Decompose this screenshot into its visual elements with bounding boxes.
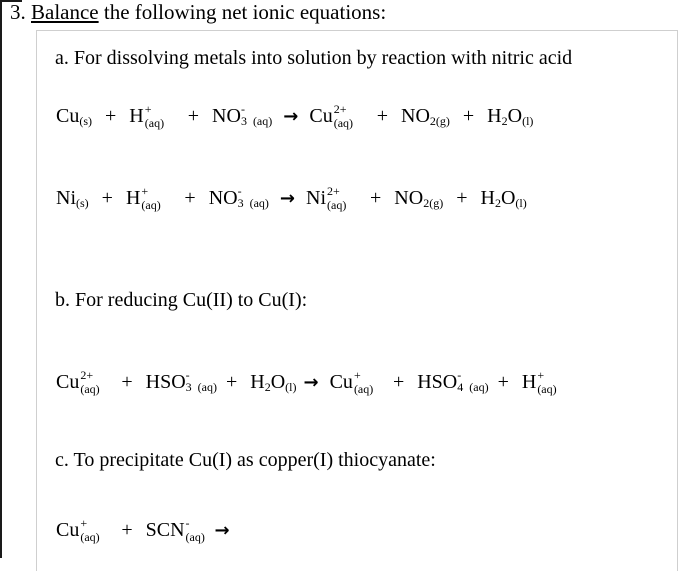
equation-a2 [56,186,527,212]
reaction-arrow: → [214,520,230,541]
page-left-edge [0,0,2,558]
question-heading [10,0,386,24]
plus-sign: + [101,187,113,209]
species-h-plus-aq: H + (aq) [125,184,161,213]
plus-sign: + [497,371,509,393]
species-h2o-l: $H_2O_{(l)}$ [487,105,534,128]
equation-a1 [56,104,533,130]
part-c-label: c. To precipitate Cu(I) as copper(I) thiocyanate: [55,449,436,471]
species-ni-s: $Ni_{(s)}$ [56,187,89,210]
question-title-rest: the following net ionic equations: [98,0,387,24]
species-cu-plus-aq: Cu + (aq) [329,368,374,397]
species-h2o-l: $H_2O_{(l)}$ [480,187,527,210]
reaction-arrow: → [279,188,296,209]
species-cu-s: $Cu_{(s)}$ [56,105,93,128]
species-no2-g: $NO_{2(g)}$ [400,105,450,128]
part-b-label: b. For reducing Cu(II) to Cu(I): [55,289,308,311]
species-h-plus-aq: H + (aq) [129,102,165,131]
species-hso4-minus-aq: $HSO_4$ - (aq) [417,368,489,394]
species-h2o-l: $H_2O_{(l)}$ [250,371,297,394]
species-hso3-minus-aq: $HSO_3$ - (aq) [145,368,217,394]
plus-sign: + [370,187,382,209]
species-ni-2plus-aq: Ni 2+ (aq) [306,184,347,213]
question-number: 3. [10,0,26,24]
species-cu-plus-aq: Cu + (aq) [56,516,100,545]
plus-sign: + [187,105,200,127]
part-a-label: a. For dissolving metals into solution by reaction with nitric acid [55,47,573,69]
species-cu-2plus-aq: Cu 2+ (aq) [309,102,354,131]
plus-sign: + [462,105,475,127]
species-h-plus-aq: H + (aq) [521,368,557,397]
species-no3-minus-aq: $NO_3$ - (aq) [212,102,273,128]
plus-sign: + [184,187,196,209]
plus-sign: + [105,105,117,127]
species-cu-2plus-aq: Cu 2+ (aq) [56,368,100,397]
equation-c [56,518,236,544]
reaction-arrow: → [303,372,319,393]
plus-sign: + [121,371,133,393]
plus-sign: + [376,105,388,127]
species-no2-g: $NO_{2(g)}$ [394,187,444,210]
plus-sign: + [225,371,238,393]
plus-sign: + [392,371,405,393]
plus-sign: + [456,187,468,209]
species-scn-minus-aq: SCN - (aq) [145,516,205,545]
reaction-arrow: → [283,106,299,127]
species-no3-minus-aq: $NO_3$ - (aq) [208,184,269,210]
plus-sign: + [121,519,133,541]
equation-b [56,370,555,396]
question-title-balance: Balance [31,0,99,24]
